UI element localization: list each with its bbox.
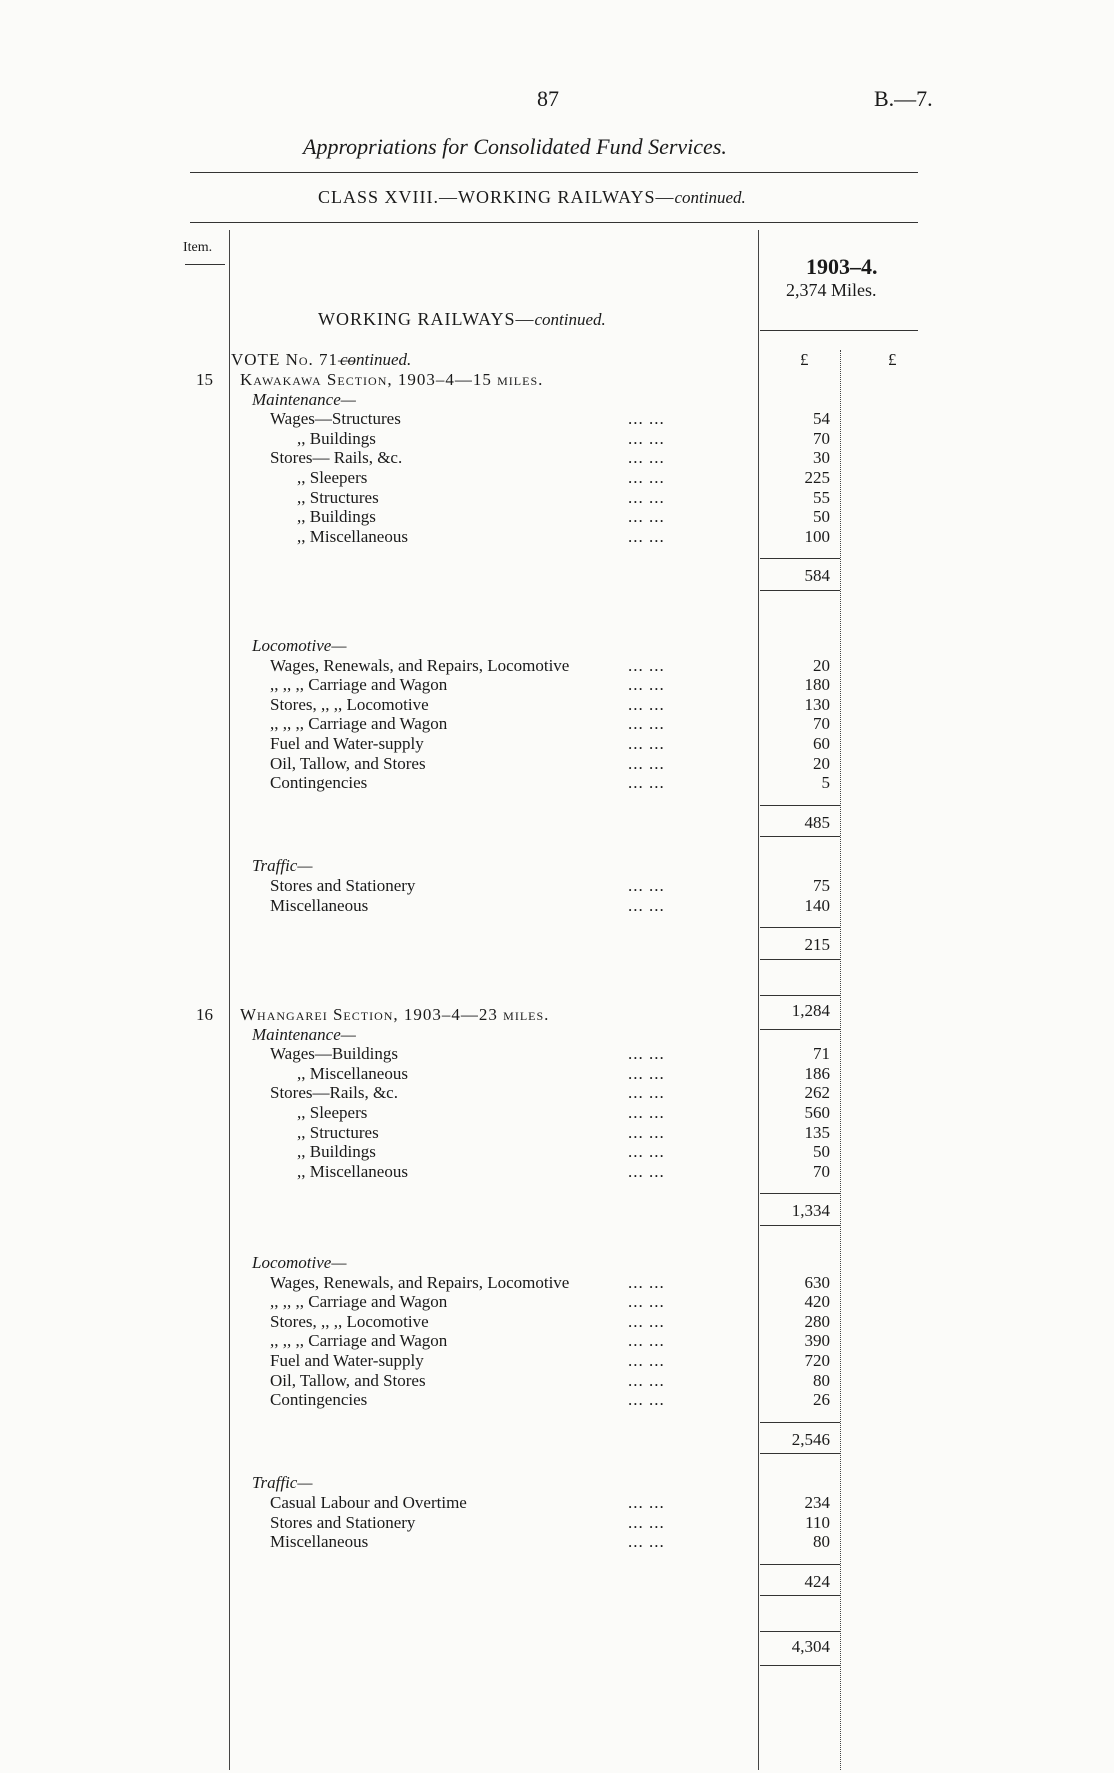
leader-dots: ... ... <box>628 895 665 915</box>
leader-dots: ... ... <box>628 1044 665 1064</box>
group-heading: Maintenance— <box>252 1024 356 1044</box>
line-amount: 75 <box>813 876 830 895</box>
subtotal-rule <box>760 959 840 960</box>
subtotal-rule <box>760 1595 840 1596</box>
leader-dots: ... ... <box>628 1370 665 1390</box>
subtotal-rule <box>760 590 840 591</box>
table-row <box>0 1103 1114 1123</box>
line-label: ,, Buildings <box>297 1142 376 1162</box>
line-label: Stores, ,, ,, Locomotive <box>270 1311 429 1331</box>
table-row <box>0 1493 1114 1513</box>
currency-symbol: £ <box>800 350 809 369</box>
leader-dots: ... ... <box>628 448 665 468</box>
line-amount: 20 <box>813 753 830 773</box>
leader-dots: ... ... <box>628 1493 665 1512</box>
vote-label: VOTE No. 71— <box>231 350 357 369</box>
table-row <box>0 935 1114 955</box>
table-row <box>0 507 1114 527</box>
leader-dots: ... ... <box>628 1390 665 1410</box>
table-row <box>0 429 1114 449</box>
table-row <box>0 566 1114 586</box>
table-row <box>0 1273 1114 1293</box>
leader-dots: ... ... <box>628 428 665 448</box>
leader-dots: ... ... <box>628 1122 665 1142</box>
line-label: Wages, Renewals, and Repairs, Locomotive <box>270 1272 570 1292</box>
line-amount: 390 <box>804 1331 830 1351</box>
currency-symbol: £ <box>888 350 897 369</box>
table-row <box>0 488 1114 508</box>
table-row <box>0 409 1114 429</box>
line-amount: 71 <box>813 1044 830 1064</box>
subtotal-amount: 1,334 <box>791 1201 830 1221</box>
line-amount: 54 <box>813 409 830 429</box>
leader-dots: ... ... <box>628 1292 665 1312</box>
leader-dots: ... ... <box>628 1142 665 1162</box>
leader-dots: ... ... <box>628 734 665 753</box>
table-row <box>0 813 1114 833</box>
line-label: Miscellaneous <box>270 895 369 915</box>
table-row <box>0 1253 1114 1273</box>
line-amount: 180 <box>804 675 830 695</box>
leader-dots: ... ... <box>628 714 665 734</box>
line-label: Oil, Tallow, and Stores <box>270 1370 426 1390</box>
table-row <box>0 1044 1114 1064</box>
subtotal-rule <box>760 1665 840 1666</box>
line-label: Fuel and Water-supply <box>270 734 424 753</box>
leader-dots: ... ... <box>628 1331 665 1351</box>
line-label: ,, ,, ,, Carriage and Wagon <box>270 714 448 734</box>
line-amount: 130 <box>804 694 830 714</box>
subtotal-rule <box>760 558 840 559</box>
leader-dots: ... ... <box>628 773 665 793</box>
item-number: 16 <box>196 1005 213 1024</box>
leader-dots: ... ... <box>628 1272 665 1292</box>
section-total-amount: 4,304 <box>791 1637 830 1657</box>
subtotal-rule <box>760 1225 840 1226</box>
subtotal-amount: 215 <box>804 935 830 955</box>
table-row <box>0 1572 1114 1592</box>
table-row <box>0 1292 1114 1312</box>
line-amount: 630 <box>804 1272 830 1292</box>
line-amount: 70 <box>813 428 830 448</box>
class-heading: CLASS XVIII.—WORKING RAILWAYS—continued. <box>318 187 746 207</box>
section-title: WORKING RAILWAYS—continued. <box>318 309 606 329</box>
subtotal-rule <box>760 805 840 806</box>
line-label: ,, Structures <box>297 487 379 507</box>
title-rule <box>190 172 918 173</box>
subtotal-rule <box>760 927 840 928</box>
group-heading: Locomotive— <box>252 636 347 655</box>
line-amount: 720 <box>804 1351 830 1370</box>
line-amount: 234 <box>804 1493 830 1512</box>
table-row <box>0 1513 1114 1533</box>
line-amount: 70 <box>813 714 830 734</box>
item-number: 15 <box>196 370 213 389</box>
group-heading: Traffic— <box>252 856 313 876</box>
table-row <box>0 773 1114 793</box>
leader-dots: ... ... <box>628 468 665 487</box>
line-label: Stores—Rails, &c. <box>270 1083 398 1103</box>
leader-dots: ... ... <box>628 1083 665 1103</box>
line-amount: 262 <box>804 1083 830 1103</box>
line-label: ,, Miscellaneous <box>297 1161 408 1181</box>
line-amount: 5 <box>821 773 830 793</box>
line-label: ,, Sleepers <box>297 468 368 487</box>
table-row <box>0 754 1114 774</box>
subtotal-rule <box>760 1193 840 1194</box>
header-rule <box>190 222 918 223</box>
line-label: Miscellaneous <box>270 1532 369 1552</box>
subtotal-rule <box>760 1631 840 1632</box>
leader-dots: ... ... <box>628 753 665 773</box>
leader-dots: ... ... <box>628 1103 665 1122</box>
document-reference: B.—7. <box>874 86 933 111</box>
line-label: ,, ,, ,, Carriage and Wagon <box>270 1292 448 1312</box>
leader-dots: ... ... <box>628 675 665 695</box>
subtotal-rule <box>760 1422 840 1423</box>
subtotal-rule <box>760 1564 840 1565</box>
line-label: Stores and Stationery <box>270 1512 416 1532</box>
table-row <box>0 350 1114 370</box>
line-amount: 140 <box>804 895 830 915</box>
subtotal-amount: 2,546 <box>791 1429 830 1449</box>
table-row <box>0 1005 1114 1025</box>
table-row <box>0 1532 1114 1552</box>
line-amount: 280 <box>804 1311 830 1331</box>
line-amount: 20 <box>813 655 830 675</box>
leader-dots: ... ... <box>628 876 665 895</box>
line-amount: 80 <box>813 1370 830 1390</box>
line-amount: 30 <box>813 448 830 468</box>
page-number: 87 <box>537 86 559 111</box>
line-label: Contingencies <box>270 1390 368 1410</box>
line-amount: 110 <box>805 1512 830 1532</box>
line-label: Stores, ,, ,, Locomotive <box>270 694 429 714</box>
subtotal-amount: 485 <box>804 812 830 832</box>
miles-header: 2,374 Miles. <box>786 280 877 300</box>
table-row <box>0 1473 1114 1493</box>
group-heading: Locomotive— <box>252 1253 347 1272</box>
item-header-rule <box>185 264 225 265</box>
leader-dots: ... ... <box>628 1063 665 1083</box>
subtotal-rule <box>760 1453 840 1454</box>
subtotal-rule <box>760 995 840 996</box>
line-label: Wages, Renewals, and Repairs, Locomotive <box>270 655 570 675</box>
line-amount: 26 <box>813 1390 830 1410</box>
table-row <box>0 1162 1114 1182</box>
leader-dots: ... ... <box>628 507 665 527</box>
line-amount: 70 <box>813 1161 830 1181</box>
line-label: Wages—Buildings <box>270 1044 399 1064</box>
table-row <box>0 527 1114 547</box>
table-row <box>0 1430 1114 1450</box>
section-total-amount: 1,284 <box>791 1000 830 1020</box>
table-row <box>0 675 1114 695</box>
line-amount: 560 <box>804 1103 830 1122</box>
table-row <box>0 1083 1114 1103</box>
table-row <box>0 1312 1114 1332</box>
line-label: ,, Miscellaneous <box>297 526 408 546</box>
page-title: Appropriations for Consolidated Fund Services. <box>303 134 727 159</box>
table-row <box>0 734 1114 754</box>
item-column-header: Item. <box>183 240 213 255</box>
year-header-rule <box>760 330 918 331</box>
table-row <box>0 656 1114 676</box>
leader-dots: ... ... <box>628 526 665 546</box>
leader-dots: ... ... <box>628 655 665 675</box>
table-row <box>0 714 1114 734</box>
line-amount: 186 <box>804 1063 830 1083</box>
group-heading: Traffic— <box>252 1473 313 1493</box>
table-row <box>0 636 1114 656</box>
table-row <box>0 1351 1114 1371</box>
line-label: Oil, Tallow, and Stores <box>270 753 426 773</box>
vote-continued: continued. <box>340 350 412 369</box>
table-row <box>0 1201 1114 1221</box>
leader-dots: ... ... <box>628 1351 665 1370</box>
table-row <box>0 370 1114 390</box>
leader-dots: ... ... <box>628 1311 665 1331</box>
table-row <box>0 1331 1114 1351</box>
section-heading: Kawakawa Section, 1903–4—15 miles. <box>240 370 544 389</box>
line-amount: 55 <box>813 487 830 507</box>
line-amount: 225 <box>804 468 830 487</box>
line-label: Fuel and Water-supply <box>270 1351 424 1370</box>
line-label: ,, Buildings <box>297 507 376 527</box>
table-row <box>0 448 1114 468</box>
line-label: ,, Miscellaneous <box>297 1063 408 1083</box>
line-label: ,, Structures <box>297 1122 379 1142</box>
table-row <box>0 1142 1114 1162</box>
leader-dots: ... ... <box>628 694 665 714</box>
line-amount: 60 <box>813 734 830 753</box>
subtotal-rule <box>760 836 840 837</box>
line-label: ,, ,, ,, Carriage and Wagon <box>270 675 448 695</box>
line-amount: 50 <box>813 1142 830 1162</box>
table-row <box>0 1025 1114 1045</box>
line-label: Wages—Structures <box>270 409 401 429</box>
subtotal-amount: 584 <box>804 566 830 586</box>
leader-dots: ... ... <box>628 409 665 429</box>
table-row <box>0 876 1114 896</box>
leader-dots: ... ... <box>628 487 665 507</box>
table-row <box>0 896 1114 916</box>
line-amount: 100 <box>804 526 830 546</box>
table-row <box>0 1064 1114 1084</box>
line-label: Stores and Stationery <box>270 876 416 895</box>
year-header: 1903–4. <box>806 254 878 279</box>
line-label: ,, ,, ,, Carriage and Wagon <box>270 1331 448 1351</box>
table-row <box>0 1637 1114 1657</box>
table-row <box>0 1390 1114 1410</box>
table-row <box>0 390 1114 410</box>
leader-dots: ... ... <box>628 1161 665 1181</box>
table-row <box>0 1371 1114 1391</box>
table-row <box>0 695 1114 715</box>
subtotal-amount: 424 <box>804 1571 830 1591</box>
line-amount: 135 <box>804 1122 830 1142</box>
leader-dots: ... ... <box>628 1532 665 1552</box>
group-heading: Maintenance— <box>252 389 356 409</box>
line-amount: 80 <box>813 1532 830 1552</box>
line-label: Stores— Rails, &c. <box>270 448 403 468</box>
line-label: ,, Sleepers <box>297 1103 368 1122</box>
table-row <box>0 468 1114 488</box>
line-amount: 50 <box>813 507 830 527</box>
line-amount: 420 <box>804 1292 830 1312</box>
line-label: ,, Buildings <box>297 428 376 448</box>
leader-dots: ... ... <box>628 1512 665 1532</box>
line-label: Casual Labour and Overtime <box>270 1493 467 1512</box>
table-row <box>0 1123 1114 1143</box>
line-label: Contingencies <box>270 773 368 793</box>
section-heading: Whangarei Section, 1903–4—23 miles. <box>240 1005 550 1024</box>
table-row <box>0 856 1114 876</box>
